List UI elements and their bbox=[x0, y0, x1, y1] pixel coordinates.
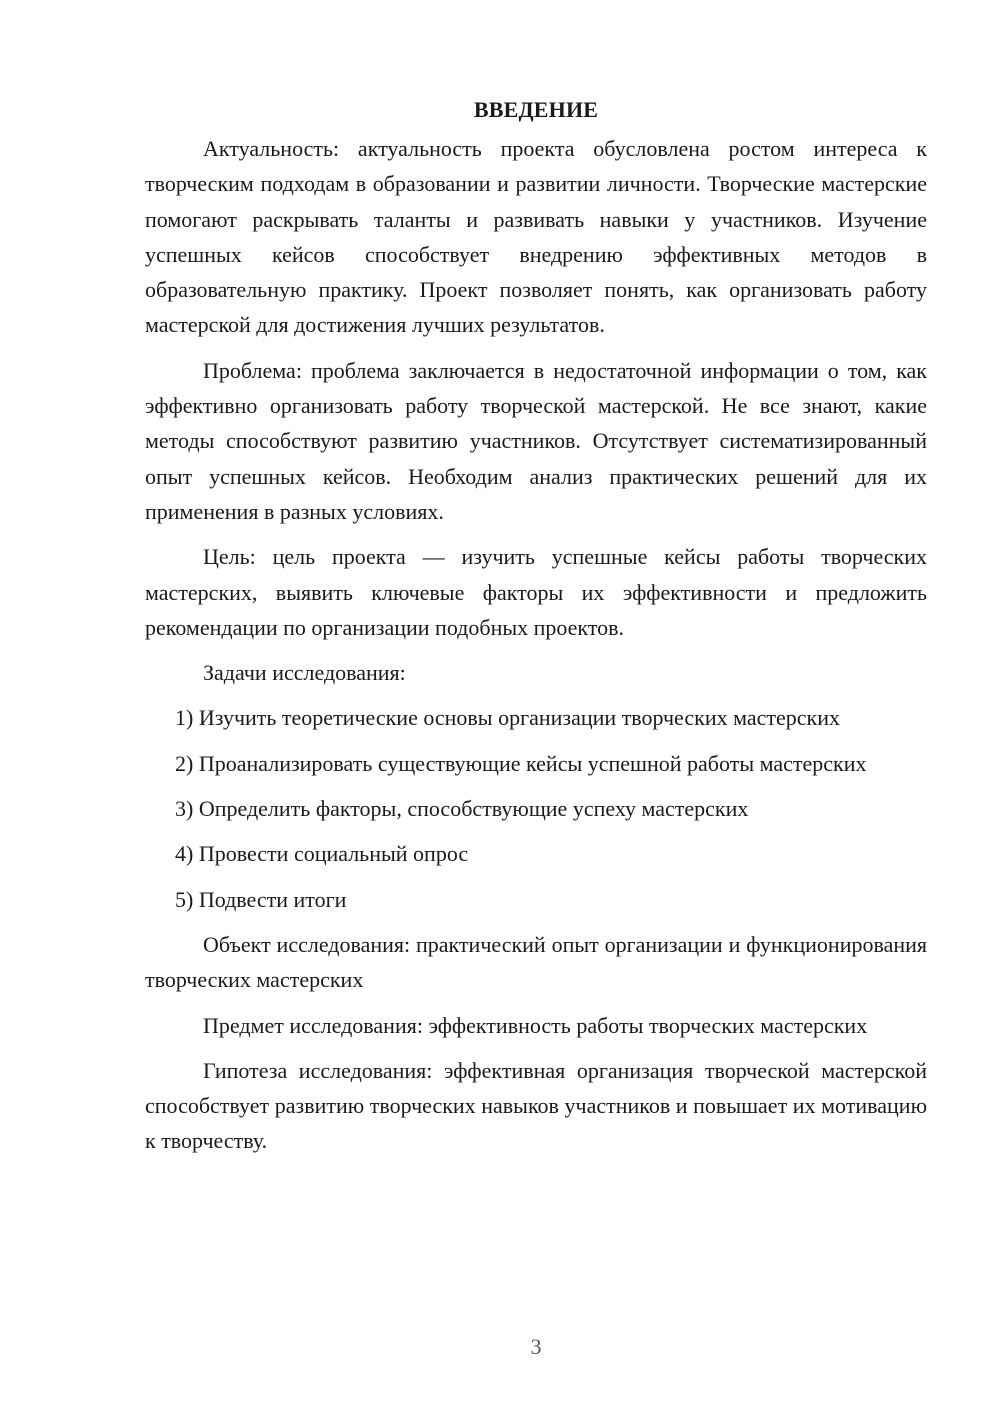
task-item: 2) Проанализировать существующие кейсы успешной работы мастерских bbox=[175, 750, 867, 776]
problem-paragraph: Проблема: проблема заключается в недостаточной информации о том, как эффективно организовать работу творческой мастерской. Не все знают, какие методы способствуют развитию участников. Отсутствует систематизированный опыт успешных кейсов. Необходим анализ практических решений для их применения в разных условиях. bbox=[145, 357, 927, 524]
task-item: 1) Изучить теоретические основы организации творческих мастерских bbox=[175, 705, 841, 731]
goal-paragraph: Цель: цель проекта — изучить успешные кейсы работы творческих мастерских, выявить ключевые факторы их эффективности и предложить рекомендации по организации подобных проектов. bbox=[145, 544, 927, 640]
tasks-title: Задачи исследования: bbox=[203, 660, 406, 686]
page-number: 3 bbox=[530, 1334, 542, 1359]
task-item: 3) Определить факторы, способствующие успеху мастерских bbox=[175, 796, 749, 822]
relevance-paragraph: Актуальность: актуальность проекта обусловлена ростом интереса к творческим подходам в образовании и развитии личности. Творческие мастерские помогают раскрывать таланты и развивать навыки у участников. Изучение успешных кейсов способствует внедрению эффективных методов в образовательную практику. Проект позволяет понять, как организовать работу мастерской для достижения лучших результатов. bbox=[145, 136, 927, 338]
object-paragraph: Объект исследования: практический опыт организации и функционирования творческих мастерских bbox=[145, 931, 927, 993]
section-heading: ВВЕДЕНИЕ bbox=[473, 97, 599, 122]
document-page bbox=[145, 92, 927, 1169]
task-item: 4) Провести социальный опрос bbox=[175, 841, 469, 867]
subject-paragraph: Предмет исследования: эффективность работы творческих мастерских bbox=[203, 1012, 868, 1038]
hypothesis-paragraph: Гипотеза исследования: эффективная организация творческой мастерской способствует развитию творческих навыков участников и повышает их мотивацию к творчеству. bbox=[145, 1057, 927, 1154]
task-item: 5) Подвести итоги bbox=[175, 886, 347, 912]
